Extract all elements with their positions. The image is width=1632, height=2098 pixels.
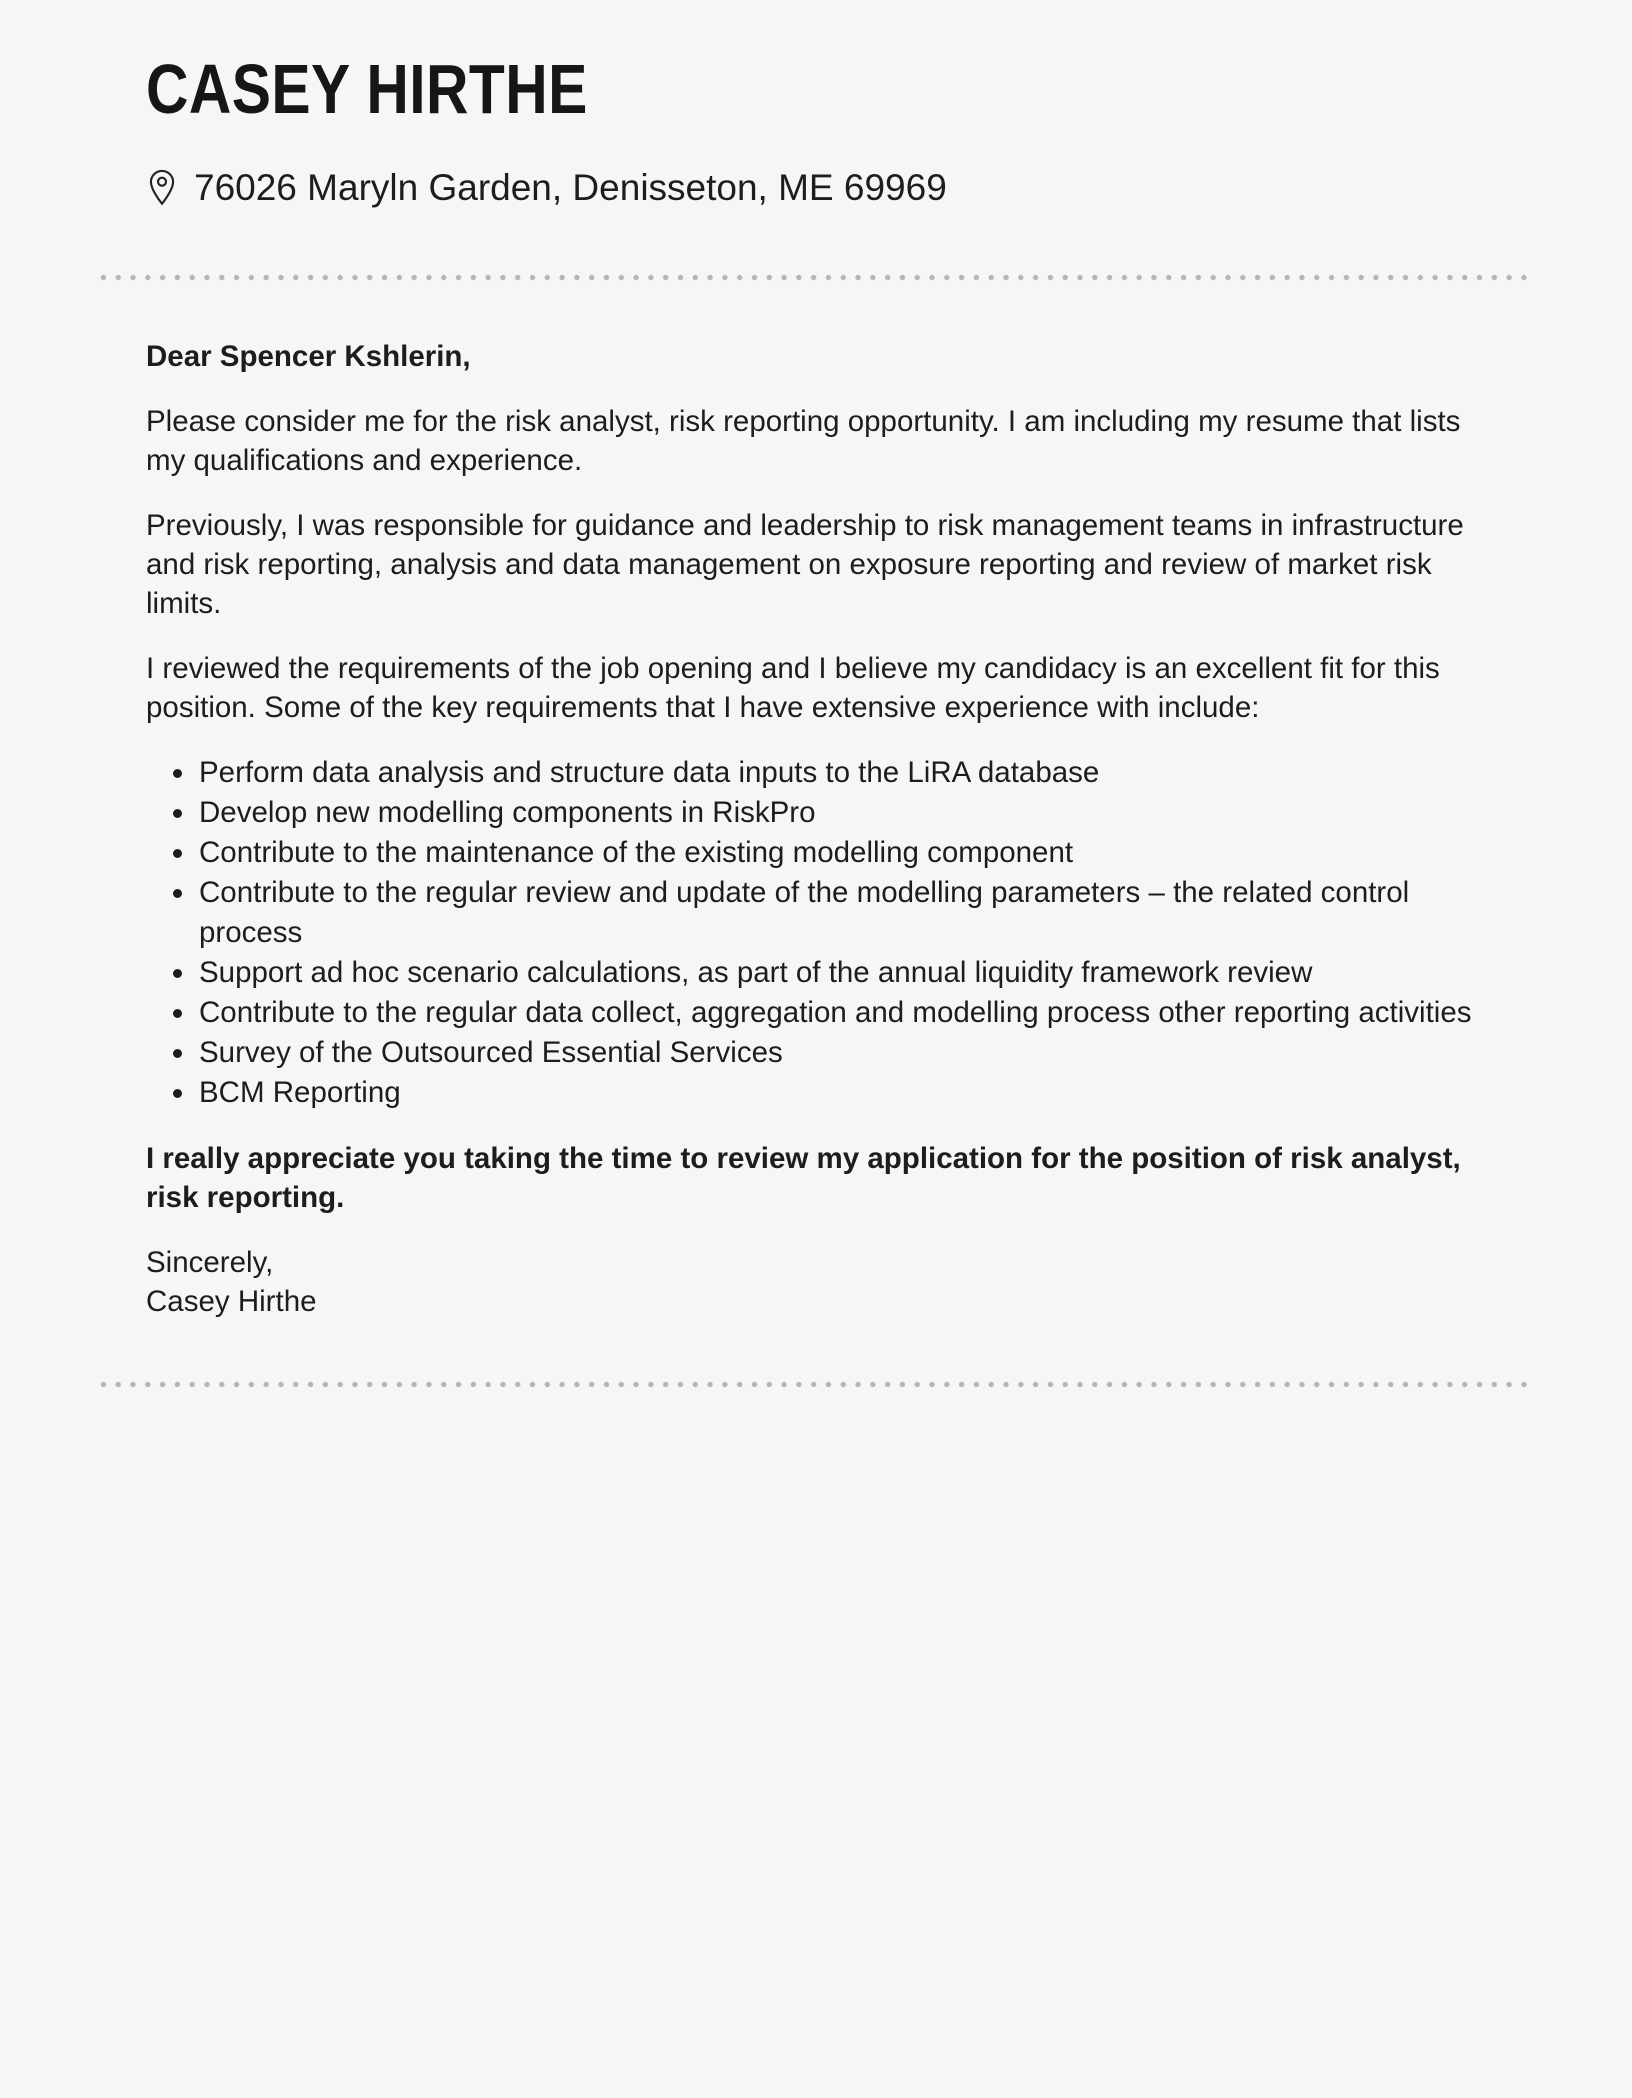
dotted-divider-top	[96, 274, 1534, 281]
candidate-name: CASEY HIRTHE	[146, 50, 588, 128]
candidate-address: 76026 Maryln Garden, Denisseton, ME 69969	[194, 167, 947, 208]
list-item: • Contribute to the regular data collect, aggregation and modelling process other reporting activities	[197, 993, 1498, 1033]
list-item: • Contribute to the maintenance of the existing modelling component	[197, 833, 1498, 873]
greeting: Dear Spencer Kshlerin,	[146, 340, 471, 373]
signature-name: Casey Hirthe	[146, 1285, 317, 1318]
paragraph-intro: Please consider me for the risk analyst, risk reporting opportunity. I am including my resume that lists my qualifications and experience.	[146, 405, 1461, 477]
dotted-divider-bottom	[96, 1381, 1534, 1388]
list-item: • Survey of the Outsourced Essential Services	[197, 1033, 1498, 1073]
signoff-block	[146, 1243, 1498, 1321]
location-pin-icon	[146, 168, 178, 208]
address-row	[146, 166, 1534, 210]
signoff: Sincerely,	[146, 1246, 274, 1279]
paragraph-requirements-lead: I reviewed the requirements of the job opening and I believe my candidacy is an excellent fit for this position. Some of the key requirements that I have extensive experience with include:	[146, 652, 1440, 724]
list-item: • Contribute to the regular review and update of the modelling parameters – the related control process	[197, 873, 1498, 953]
letter-body	[0, 281, 1632, 1321]
list-item: • Perform data analysis and structure data inputs to the LiRA database	[197, 753, 1498, 793]
closing-paragraph: I really appreciate you taking the time to review my application for the position of risk analyst, risk reporting.	[146, 1142, 1461, 1214]
paragraph-experience: Previously, I was responsible for guidance and leadership to risk management teams in infrastructure and risk reporting, analysis and data management on exposure reporting and review of market risk limits.	[146, 509, 1464, 620]
letter-header	[0, 0, 1632, 210]
requirements-list	[146, 753, 1498, 1113]
list-item: • Develop new modelling components in RiskPro	[197, 793, 1498, 833]
list-item: • BCM Reporting	[197, 1073, 1498, 1113]
list-item: • Support ad hoc scenario calculations, as part of the annual liquidity framework review	[197, 953, 1498, 993]
